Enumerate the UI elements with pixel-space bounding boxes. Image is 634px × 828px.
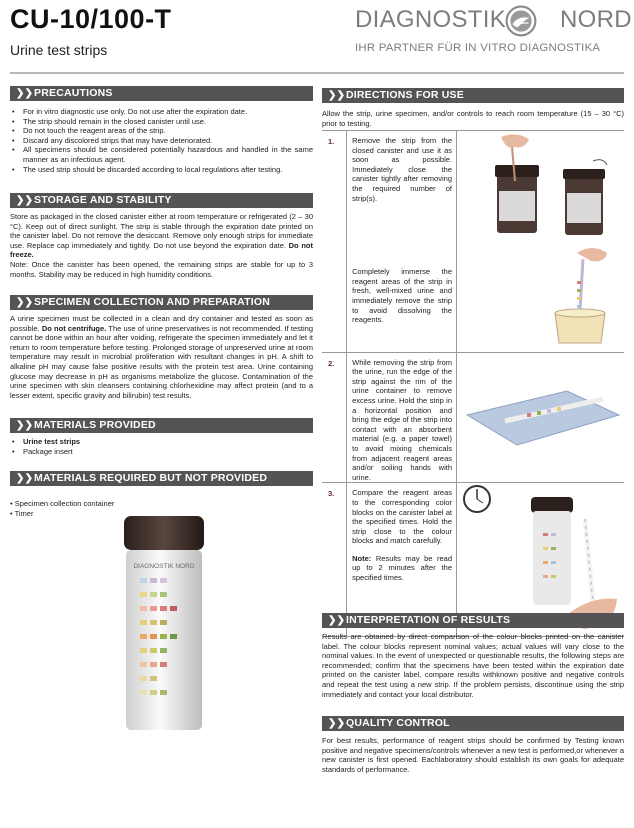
double-chevron-icon: ❯❯ bbox=[16, 473, 34, 484]
materials-provided-header bbox=[10, 418, 313, 433]
step-number: 2. bbox=[322, 352, 347, 483]
directions-header bbox=[322, 88, 624, 103]
logo-wordmark bbox=[355, 6, 632, 34]
step-number: 3. bbox=[322, 483, 347, 637]
materials-item: • Package insert bbox=[10, 447, 313, 457]
interpretation-text: Results are obtained by direct comparison of the colour blocks printed on the canister label. The colour blocks represent nominal values; actual values will vary close to the nominal values. In the event of unexpected or questionable results, the following steps are recommended; confirm that the specimens have been tested within the expiration date printed on the canister label, compare results withknown positive and negative controls and repeat the test using a new strip. If the problem persists, discontinue using the strip immediately and contact your local distributor. bbox=[322, 632, 624, 699]
timer-icon bbox=[464, 486, 490, 512]
required-item: • Specimen collection container bbox=[10, 499, 115, 508]
precaution-item: • For in vitro diagnostic use only. Do not use after the expiration date. bbox=[10, 107, 313, 117]
step-description: While removing the strip from the urine, run the edge of the strip against the rim of the urine container to remove excess urine. Hold the strip in a horizontal position and bring the edge of the strip into contact with an absorbent material (e.g. a paper towel) to avoid mixing chemicals from adjacent reagent areas and/or soiling hands with urine. bbox=[347, 352, 457, 483]
step2-illustration bbox=[457, 353, 624, 453]
logo-emblem-icon bbox=[505, 5, 537, 37]
document-subtitle: Urine test strips bbox=[10, 42, 108, 58]
directions-row-2 bbox=[322, 352, 624, 483]
materials-provided-list bbox=[10, 437, 313, 456]
materials-required-header bbox=[10, 471, 313, 486]
materials-provided-heading: MATERIALS PROVIDED bbox=[34, 419, 156, 431]
required-item: • Timer bbox=[10, 508, 34, 518]
step1-part-a: Remove the strip from the closed canister and use it as soon as possible. Immediately close the canister tightly after removing the required number of strip(s). bbox=[352, 136, 452, 203]
quality-heading: QUALITY CONTROL bbox=[346, 717, 450, 729]
specimen-heading: SPECIMEN COLLECTION AND PREPARATION bbox=[34, 296, 271, 308]
double-chevron-icon: ❯❯ bbox=[328, 90, 346, 101]
precautions-heading: PRECAUTIONS bbox=[34, 87, 113, 99]
logo-left-word: DIAGNOSTIK bbox=[355, 6, 507, 33]
double-chevron-icon: ❯❯ bbox=[328, 615, 346, 626]
double-chevron-icon: ❯❯ bbox=[16, 420, 34, 431]
interpretation-header bbox=[322, 613, 624, 628]
header-divider bbox=[10, 72, 624, 74]
directions-intro: Allow the strip, urine specimen, and/or controls to reach room temperature (15 – 30 °C) prior to testing. bbox=[322, 109, 624, 128]
precaution-item: • The strip should remain in the closed canister until use. bbox=[10, 117, 313, 127]
precautions-list bbox=[10, 107, 313, 174]
precaution-item: • Discard any discolored strips that may have deteriorated. bbox=[10, 136, 313, 146]
directions-table bbox=[322, 130, 624, 637]
double-chevron-icon: ❯❯ bbox=[328, 718, 346, 729]
storage-warning: Do not freeze. bbox=[10, 240, 313, 260]
directions-row-1 bbox=[322, 131, 624, 353]
document-title: CU-10/100-T bbox=[10, 4, 172, 34]
precautions-header bbox=[10, 86, 313, 101]
step-illustration bbox=[457, 352, 625, 483]
company-logo bbox=[355, 4, 632, 60]
precaution-item: • The used strip should be discarded according to local regulations after testing. bbox=[10, 165, 313, 175]
double-chevron-icon: ❯❯ bbox=[16, 195, 34, 206]
canister-illustration bbox=[118, 514, 210, 736]
specimen-paragraph-start: A urine specimen must be collected in a clean and dry container and tested as soon as possible. bbox=[10, 314, 313, 333]
step1-illustration bbox=[457, 131, 624, 349]
specimen-paragraph-rest: The use of urine preservatives is not recommended. If testing cannot be done within an hour after voiding, refrigerate the specimen immediately and let it return to room temperature before testing. Prolonged storage of unpreserved urine at room temperature may result in microbial proliferation with resultant changes in pH. A shift to alkaline pH may cause false positive results with the protein test area. Urine containing glucose may decrease in pH as organisms metabolize the glucose. Contamination of the urine specimen with skin cleansers containing chlorhexidine may affect protein (and to a lesser extent, specific gravity and bilirubin) test results. bbox=[10, 323, 313, 400]
materials-required-heading: MATERIALS REQUIRED BUT NOT PROVIDED bbox=[34, 472, 268, 484]
double-chevron-icon: ❯❯ bbox=[16, 88, 34, 99]
step1-part-b: Completely immerse the reagent areas of the strip in fresh, well-mixed urine and immediately remove the strip to avoid dissolving the reagents. bbox=[352, 267, 452, 325]
storage-header bbox=[10, 193, 313, 208]
quality-header bbox=[322, 716, 624, 731]
materials-item: • Urine test strips bbox=[10, 437, 313, 447]
double-chevron-icon: ❯❯ bbox=[16, 297, 34, 308]
specimen-text bbox=[10, 314, 313, 400]
specimen-warning: Do not centrifuge. bbox=[41, 323, 107, 333]
precaution-item: • All specimens should be considered potentially hazardous and handled in the same manner as an infectious agent. bbox=[10, 145, 313, 164]
logo-tagline: IHR PARTNER FÜR IN VITRO DIAGNOSTIKA bbox=[355, 42, 601, 54]
storage-text bbox=[10, 212, 313, 279]
step3-text: Compare the reagent areas to the corresponding color blocks on the canister label at the specified times. Hold the strip close to the colour blocks and match carefully. bbox=[352, 488, 452, 546]
quality-text: For best results, performance of reagent strips should be confirmed by Testing known positive and negative specimens/controls whenever a new test is performed,or whenever a new canister is first opened. Eachlaboratory should establish its own goals for adequate standards of performance. bbox=[322, 736, 624, 774]
storage-paragraph: Store as packaged in the closed canister either at room temperature or refrigerated (2 – 30 °C). Keep out of direct sunlight. The strip is stable through the expiration date printed on the canister label. Do not remove the desiccant. Remove only enough strips for immediate use. Replace cap immediately and tightly. Do not use beyond the expiration date. bbox=[10, 212, 313, 250]
directions-heading: DIRECTIONS FOR USE bbox=[346, 89, 464, 101]
canister-label-text: DIAGNOSTIK NORD bbox=[133, 563, 195, 570]
interpretation-heading: INTERPRETATION OF RESULTS bbox=[346, 614, 511, 626]
specimen-header bbox=[10, 295, 313, 310]
precaution-item: • Do not touch the reagent areas of the strip. bbox=[10, 126, 313, 136]
step-description bbox=[347, 131, 457, 353]
step3-note: Note: Results may be read up to 2 minutes after the specified times. bbox=[352, 553, 452, 583]
step-number: 1. bbox=[322, 131, 347, 353]
storage-note: Note: Once the canister has been opened, the remaining strips are stable for up to 3 months. Stability may be reduced in high humidity conditions. bbox=[10, 259, 313, 279]
storage-heading: STORAGE AND STABILITY bbox=[34, 194, 172, 206]
step-illustration bbox=[457, 131, 625, 353]
step3-illustration bbox=[457, 483, 624, 633]
logo-right-word: NORD bbox=[559, 6, 632, 33]
